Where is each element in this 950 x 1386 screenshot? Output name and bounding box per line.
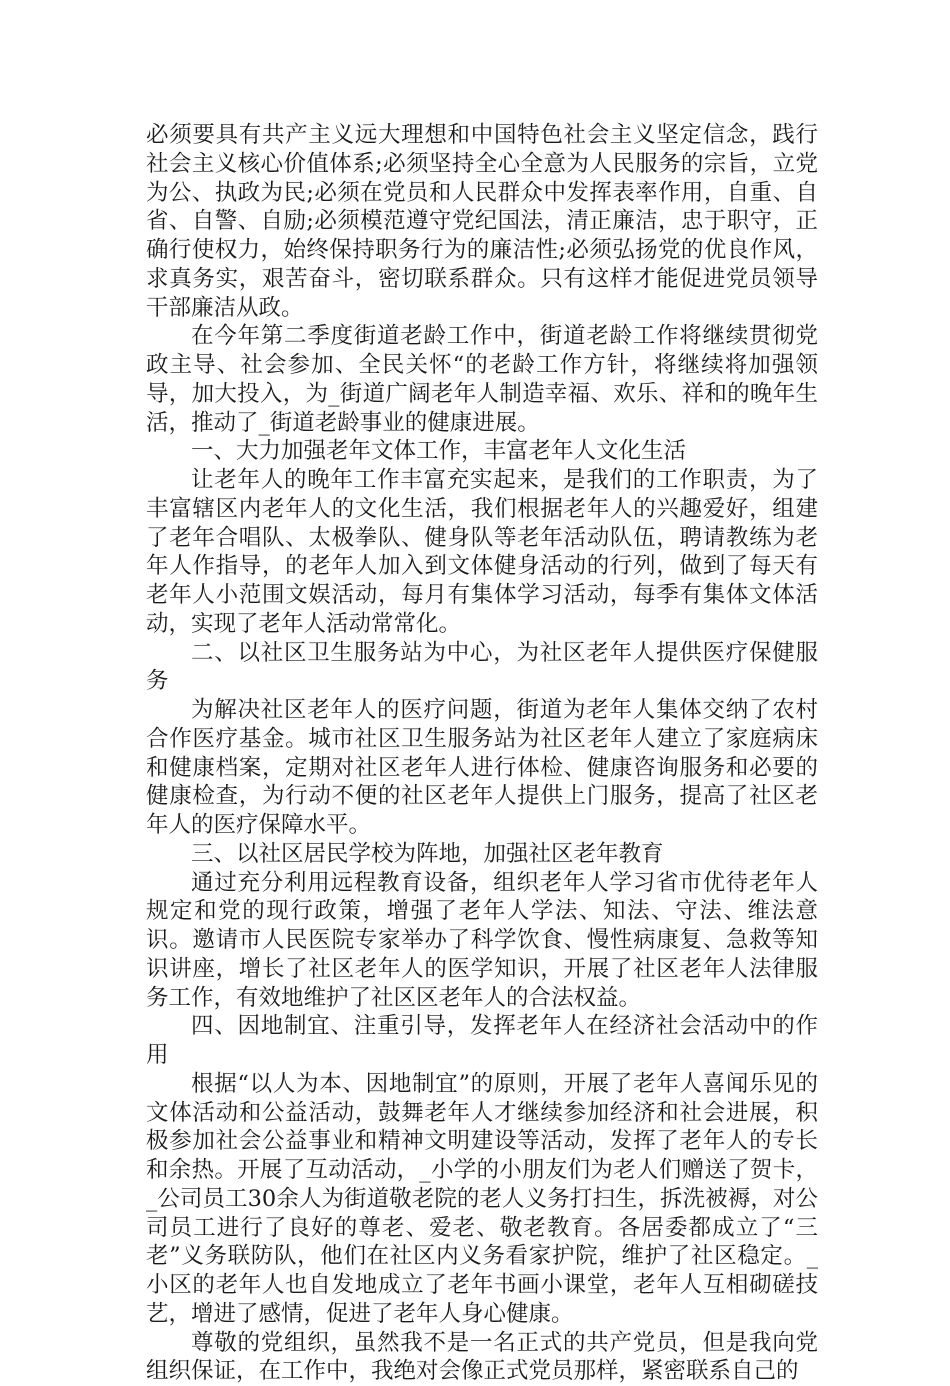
- section-heading: 二、以社区卫生服务站为中心，为社区老年人提供医疗保健服务: [146, 639, 818, 697]
- paragraph: 为解决社区老年人的医疗问题，街道为老年人集体交纳了农村合作医疗基金。城市社区卫生服务站为社区老年人建立了家庭病床和健康档案，定期对社区老年人进行体检、健康咨询服务和必要的健康检查，为行动不便的社区老年人提供上门服务，提高了社区老年人的医疗保障水平。: [146, 696, 818, 840]
- paragraph: 让老年人的晚年工作丰富充实起来，是我们的工作职责，为了丰富辖区内老年人的文化生活，我们根据老年人的兴趣爱好，组建了老年合唱队、太极拳队、健身队等老年活动队伍，聘请教练为老年人作指导，的老年人加入到文体健身活动的行列，做到了每天有老年人小范围文娱活动，每月有集体学习活动，每季有集体文体活动，实现了老年人活动常常化。: [146, 466, 818, 639]
- section-heading: 一、大力加强老年文体工作，丰富老年人文化生活: [146, 437, 818, 466]
- document-body: [146, 121, 818, 1386]
- paragraph: 必须要具有共产主义远大理想和中国特色社会主义坚定信念，践行社会主义核心价值体系;必须坚持全心全意为人民服务的宗旨，立党为公、执政为民;必须在党员和人民群众中发挥表率作用，自重、自省、自警、自励;必须模范遵守党纪国法，清正廉洁，忠于职守，正确行使权力，始终保持职务行为的廉洁性;必须弘扬党的优良作风，求真务实，艰苦奋斗，密切联系群众。只有这样才能促进党员领导干部廉洁从政。: [146, 121, 818, 322]
- paragraph: 在今年第二季度街道老龄工作中，街道老龄工作将继续贯彻党政主导、社会参加、全民关怀“的老龄工作方针，将继续将加强领导，加大投入，为_街道广阔老年人制造幸福、欢乐、祥和的晚年生活，推动了_街道老龄事业的健康进展。: [146, 322, 818, 437]
- paragraph: 通过充分利用远程教育设备，组织老年人学习省市优待老年人规定和党的现行政策，增强了老年人学法、知法、守法、维法意识。邀请市人民医院专家举办了科学饮食、慢性病康复、急救等知识讲座，增长了社区老年人的医学知识，开展了社区老年人法律服务工作，有效地维护了社区区老年人的合法权益。: [146, 869, 818, 1013]
- paragraph: 尊敬的党组织，虽然我不是一名正式的共产党员，但是我向党组织保证，在工作中，我绝对会像正式党员那样，紧密联系自己的: [146, 1329, 818, 1386]
- paragraph: 根据“以人为本、因地制宜”的原则，开展了老年人喜闻乐见的文体活动和公益活动，鼓舞老年人才继续参加经济和社会进展，积极参加社会公益事业和精神文明建设等活动，发挥了老年人的专长和余热。开展了互动活动，_小学的小朋友们为老人们赠送了贺卡，_公司员工30余人为街道敬老院的老人义务打扫生，拆洗被褥，对公司员工进行了良好的尊老、爱老、敬老教育。各居委都成立了“三老”义务联防队，他们在社区内义务看家护院，维护了社区稳定。_小区的老年人也自发地成立了老年书画小课堂，老年人互相砌磋技艺，增进了感情，促进了老年人身心健康。: [146, 1070, 818, 1329]
- section-heading: 四、因地制宜、注重引导，发挥老年人在经济社会活动中的作用: [146, 1012, 818, 1070]
- section-heading: 三、以社区居民学校为阵地，加强社区老年教育: [146, 840, 818, 869]
